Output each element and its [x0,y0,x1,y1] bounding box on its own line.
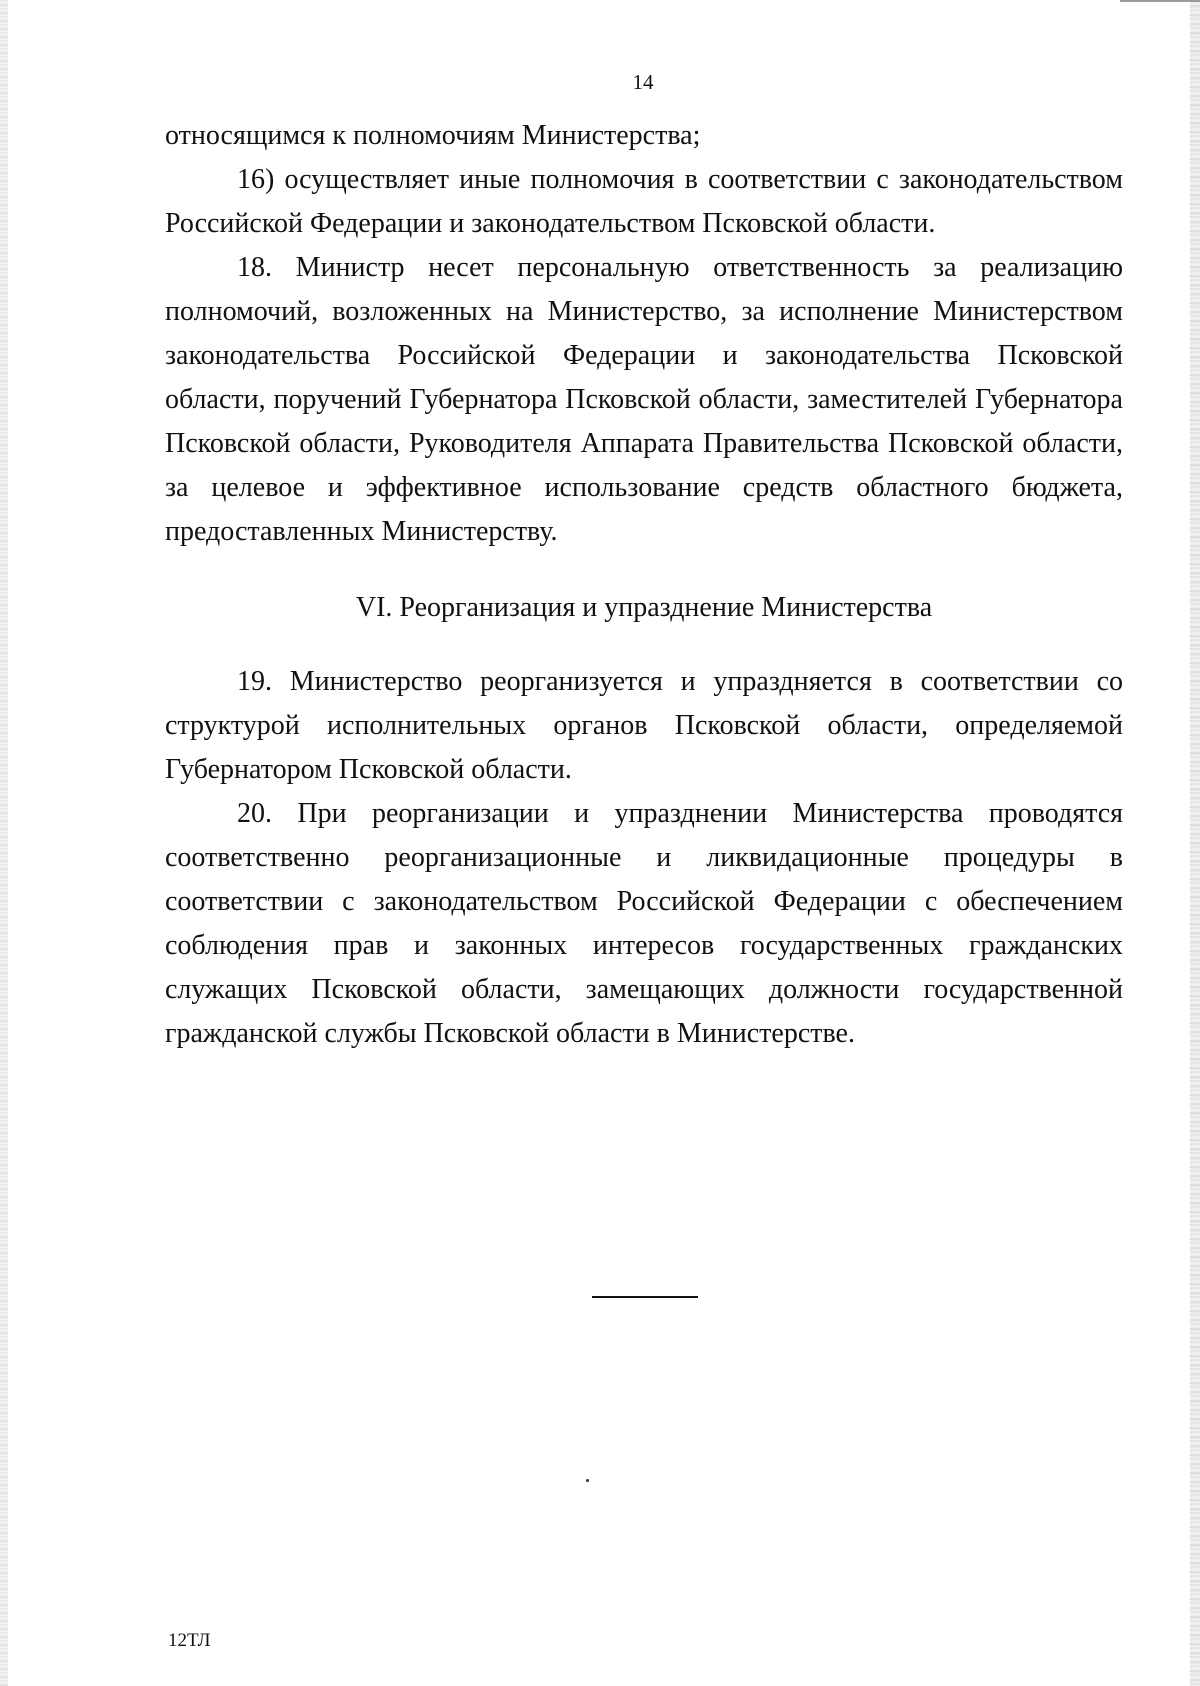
paragraph-item-16: 16) осуществляет иные полномочия в соответствии с законодательством Российской Федерации и законодательством Псковской области. [165,164,1123,239]
footer-code: 12ТЛ [168,1630,211,1651]
document-body [165,114,1123,1056]
scan-top-line [1120,0,1200,2]
scan-speck [586,1479,589,1482]
page-number: 14 [632,70,654,94]
scan-edge-right [1190,0,1200,1686]
paragraph-continuation: относящимся к полномочиям Министерства; [165,120,701,151]
paragraph-item-19: 19. Министерство реорганизуется и упраздняется в соответствии со структурой исполнительных органов Псковской области, определяемой Губернатором Псковской области. [165,666,1123,785]
end-of-document-rule [592,1296,698,1298]
scan-edge-left [0,0,8,1686]
section-heading: VI. Реорганизация и упразднение Министерства [355,592,933,623]
paragraph-item-20: 20. При реорганизации и упразднении Министерства проводятся соответственно реорганизационные и ликвидационные процедуры в соответствии с законодательством Российской Федерации с обеспечением соблюдения прав и законных интересов государственных гражданских служащих Псковской области, замещающих должности государственной гражданской службы Псковской области в Министерстве. [165,798,1123,1049]
paragraph-item-18: 18. Министр несет персональную ответственность за реализацию полномочий, возложенных на Министерство, за исполнение Министерством законодательства Российской Федерации и законодательства Псковской области, поручений Губернатора Псковской области, заместителей Губернатора Псковской области, Руководителя Аппарата Правительства Псковской области, за целевое и эффективное использование средств областного бюджета, предоставленных Министерству. [165,252,1123,547]
